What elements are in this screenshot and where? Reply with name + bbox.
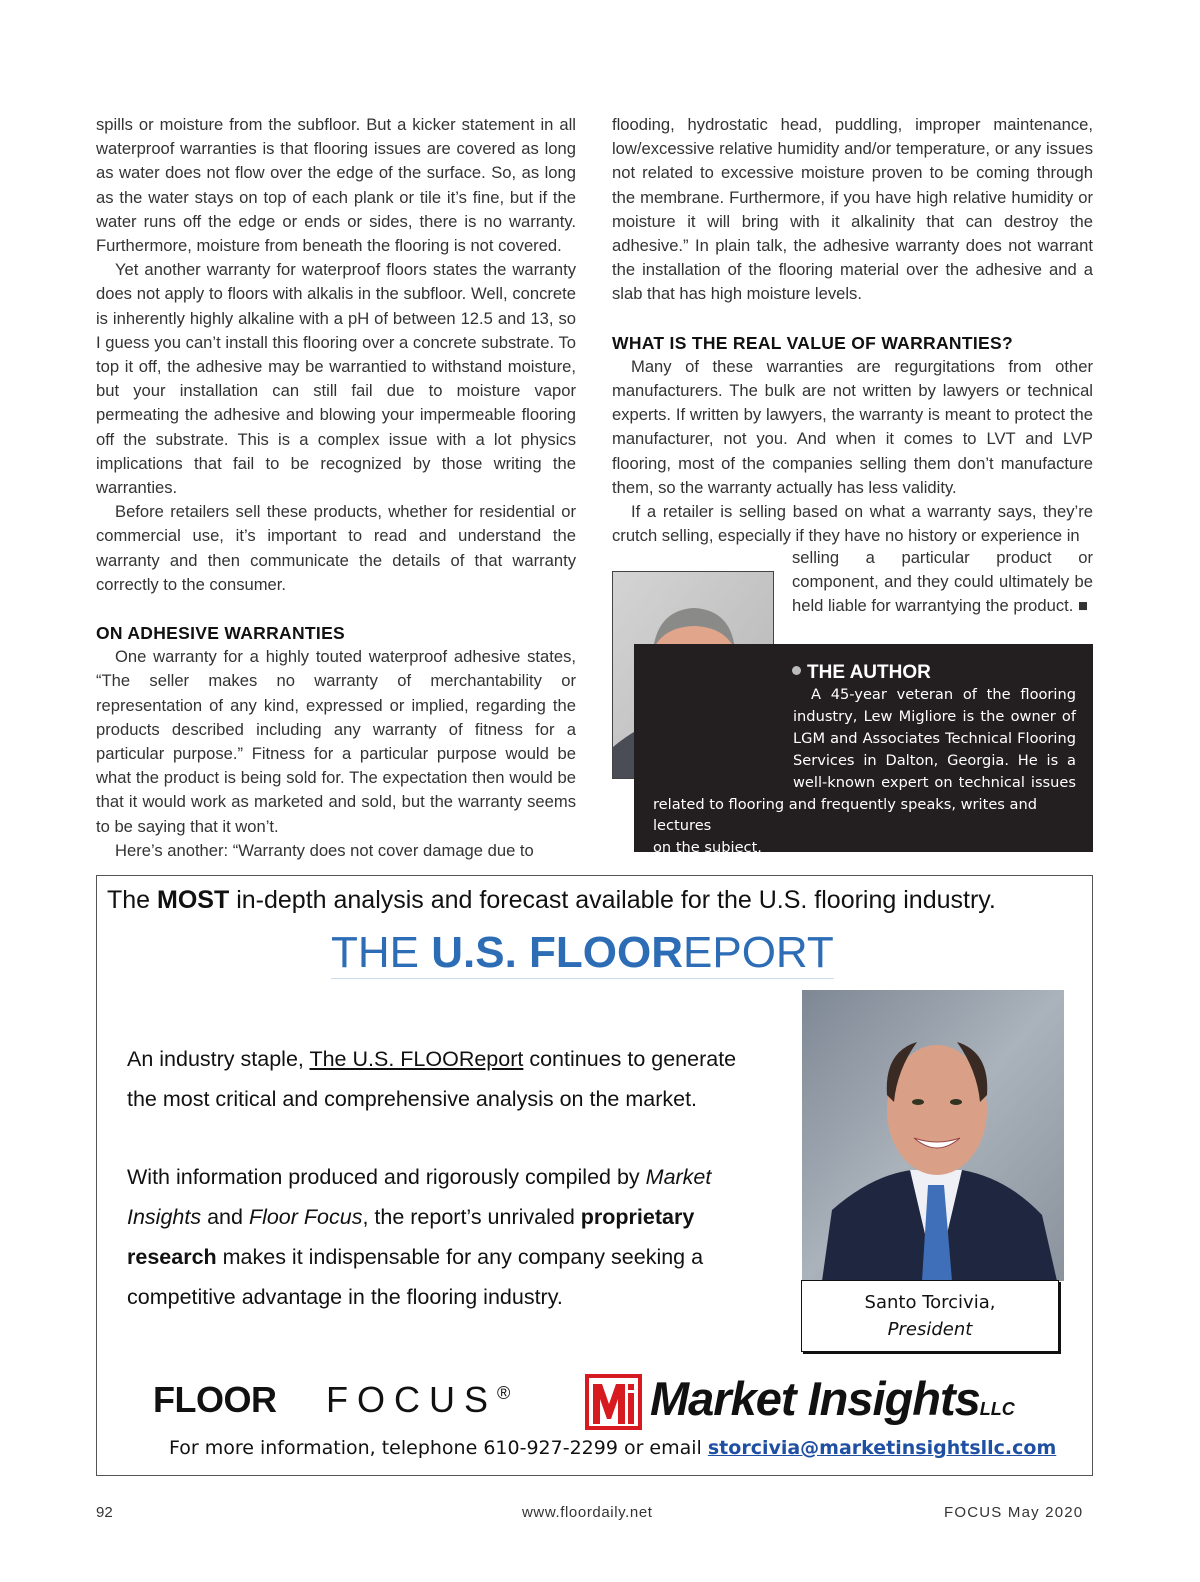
paragraph: Before retailers sell these products, whether for residential or commercial use, it’s important to read and understand the warranty and then communicate the details of that warranty correctly to the consumer. xyxy=(96,502,576,594)
bio-line: A 45-year veteran of the flooring xyxy=(811,686,1076,703)
author-box-title: THE AUTHOR xyxy=(792,662,931,684)
ad-paragraph: With information produced and rigorously compiled by Market Insights and Floor Focus, the report’s unrivaled proprietary research makes it indispensable for any company seeking a competitive advantage in the flooring industry. xyxy=(127,1165,712,1309)
paragraph: Yet another warranty for waterproof floors states the warranty does not apply to floors with alkalis in the subfloor. Well, concrete is inherently highly alkaline with a pH of between 12.5 and 13, so I guess you can’t install this flooring over a concrete substrate. To top it off, the adhesive may be warrantied to withstand moisture, but your installation can still fail due to moisture vapor permeating the adhesive and blowing your impermeable flooring off the substrate. This is a complex issue with a lot physics implications that fail to be recognized by those writing the warranties. xyxy=(96,260,576,498)
author-bio xyxy=(653,684,1076,859)
paragraph: Many of these warranties are regurgitations from other manufacturers. The bulk are not written by lawyers or technical experts. If written by lawyers, the warranty is meant to protect the manufacturer, not you. And when it comes to LVT and LVP flooring, most of the companies selling them don’t manufacture them, so the warranty actually has less validity. xyxy=(612,356,1093,497)
bio-line: related to flooring and frequently speaks, writes and lectures xyxy=(653,795,1037,835)
floor-focus-logo-word1: FLOOR xyxy=(153,1379,277,1420)
page-number: 92 xyxy=(96,1504,113,1521)
photo-caption xyxy=(801,1280,1059,1352)
ad-tagline: The MOST in-depth analysis and forecast available for the U.S. flooring industry. xyxy=(107,886,996,914)
bullet-icon xyxy=(792,666,801,675)
article-continuation xyxy=(792,546,1093,619)
email-link[interactable]: storcivia@marketinsightsllc.com xyxy=(707,1437,1057,1459)
ad-paragraph: An industry staple, The U.S. FLOOReport continues to generate the most critical and comprehensive analysis on the market. xyxy=(127,1047,737,1111)
article-right-column xyxy=(612,113,1093,548)
paragraph: Here’s another: “Warranty does not cover damage due to xyxy=(115,840,534,860)
section-heading: ON ADHESIVE WARRANTIES xyxy=(96,623,346,644)
paragraph: selling a particular product or component, and they could ultimately be held liable for warrantying the product. ■ xyxy=(792,548,1093,616)
floor-report-advertisement xyxy=(96,875,1093,1476)
bio-line: well-known expert on technical issues xyxy=(793,773,1076,791)
paragraph: spills or moisture from the subfloor. But a kicker statement in all waterproof warranties is that flooring issues are covered as long as water does not flow over the edge of the surface. So, as long as the water stays on top of each plank or tile it’s fine, but if the water runs off the edge or ends or sides, there is no warranty. Furthermore, moisture from beneath the flooring is not covered. xyxy=(96,115,576,256)
paragraph: If a retailer is selling based on what a warranty says, they’re crutch selling, especially if they have no history or experience in xyxy=(612,502,1093,546)
footer-url[interactable]: www.floordaily.net xyxy=(522,1504,653,1521)
caption-role: President xyxy=(887,1319,973,1340)
bio-line: LGM and Associates Technical Flooring xyxy=(793,729,1076,747)
caption-name: Santo Torcivia, xyxy=(864,1292,996,1313)
bio-line: industry, Lew Migliore is the owner of xyxy=(793,707,1076,725)
market-insights-logo-icon xyxy=(585,1374,642,1430)
market-insights-logo-text: Market InsightsLLC xyxy=(650,1372,1015,1425)
floor-focus-logo-word2: FOCUS® xyxy=(326,1379,511,1420)
footer-issue: FOCUS May 2020 xyxy=(944,1504,1084,1521)
paragraph: One warranty for a highly touted waterproof adhesive states, “The seller makes no warranty of merchantability or representation of any kind, expressed or implied, regarding the products described including any warranty of fitness for a particular purpose.” Fitness for a particular purpose would be what the product is being sold for. The expectation then would be that it would work as marketed and sold, but the warranty seems to be saying that it won’t. xyxy=(96,647,576,836)
bio-line: on the subject. xyxy=(653,839,762,857)
ad-contact-line: For more information, telephone 610-927-2299 or email storcivia@marketinsightsllc.com xyxy=(169,1437,1057,1459)
paragraph: flooding, hydrostatic head, puddling, improper maintenance, low/excessive relative humidity and/or temperature, or any issues not related to excessive moisture proven to be coming through the membrane. Furthermore, if you have high relative humidity or moisture it will bring with it alkalinity that can destroy the adhesive.” In plain talk, the adhesive warranty does not warrant the installation of the flooring material over the adhesive and a slab that has high moisture levels. xyxy=(612,115,1093,304)
president-photo xyxy=(802,990,1064,1281)
article-left-column xyxy=(96,113,576,863)
floor-report-logo: THE U.S. FLOOREPORT xyxy=(331,928,834,977)
author-bio-box xyxy=(634,644,1093,857)
section-heading: WHAT IS THE REAL VALUE OF WARRANTIES? xyxy=(612,332,1013,353)
bio-line: Services in Dalton, Georgia. He is a xyxy=(793,751,1076,769)
ad-body xyxy=(127,1040,767,1317)
